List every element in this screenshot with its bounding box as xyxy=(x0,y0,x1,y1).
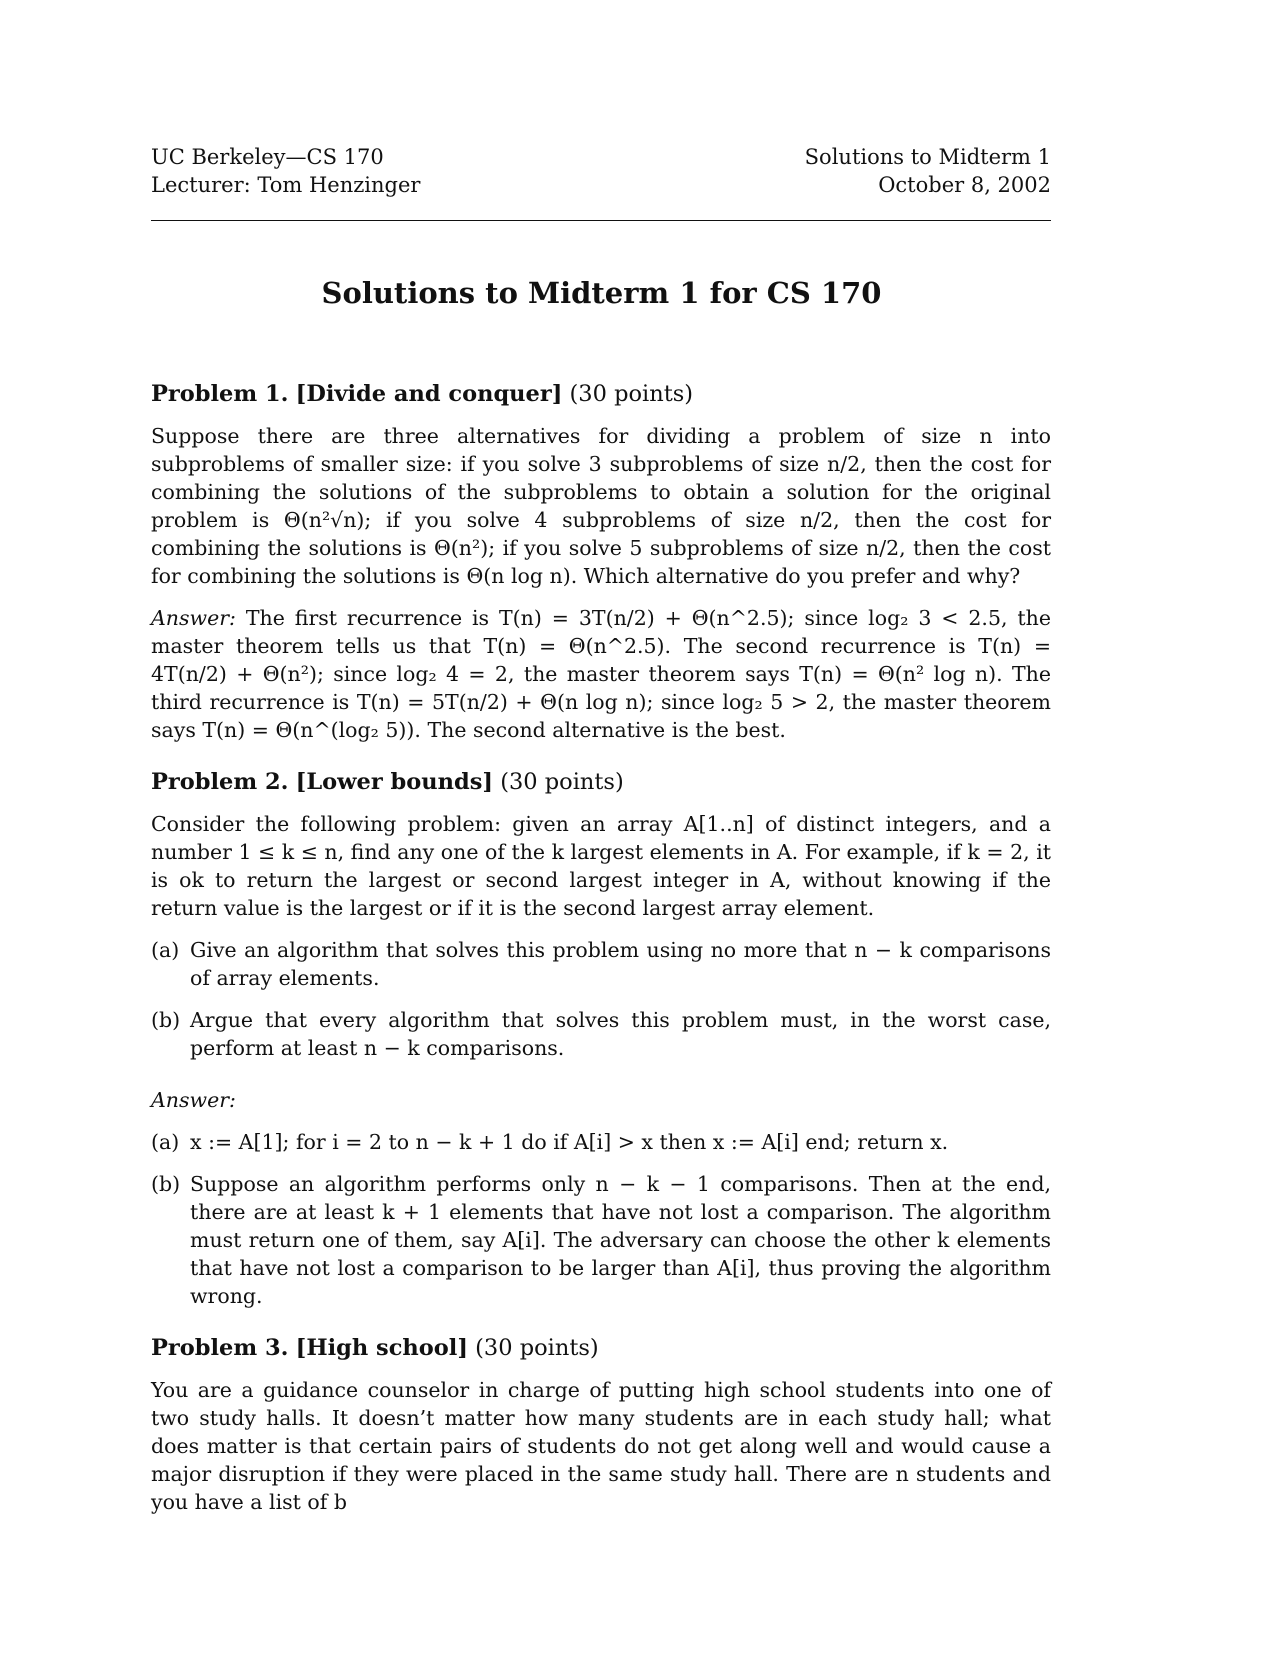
problem-2-statement: Consider the following problem: given an array A[1..n] of distinct integers, and a number 1 ≤ k ≤ n, find any one of the k largest elements in A. For example, if k = 2, it is ok to return the largest or second largest integer in A, without knowing if the return value is the largest or if it is the second largest array element. xyxy=(151,812,1051,920)
problem-2-heading xyxy=(151,768,1051,796)
answer-label: (b) xyxy=(151,1172,181,1196)
problem-2-answer-label: Answer: xyxy=(151,1088,236,1112)
problem-1-answer-label: Answer: xyxy=(151,606,236,630)
problem-1-topic: [Divide and conquer] xyxy=(295,381,563,407)
problem-2-number: Problem 2. xyxy=(151,769,289,795)
problem-2-points: (30 points) xyxy=(500,769,624,795)
problem-3-heading xyxy=(151,1334,1051,1362)
problem-2-part-a xyxy=(151,936,1051,992)
header-date: October 8, 2002 xyxy=(878,173,1051,197)
problem-1-answer xyxy=(151,604,1051,744)
part-label: (a) xyxy=(151,938,180,962)
problem-3-number: Problem 3. xyxy=(151,1335,289,1361)
part-text: Argue that every algorithm that solves this problem must, in the worst case, perform at least n − k comparisons. xyxy=(190,1008,1051,1060)
problem-2-parts xyxy=(151,936,1051,1062)
page-title: Solutions to Midterm 1 for CS 170 xyxy=(321,276,882,310)
problem-2-answers xyxy=(151,1128,1051,1310)
answer-label: (a) xyxy=(151,1130,180,1154)
problem-2-answer-b xyxy=(151,1170,1051,1310)
part-text: Give an algorithm that solves this problem using no more that n − k comparisons of array elements. xyxy=(190,938,1051,990)
header-right xyxy=(805,143,1051,199)
header-left xyxy=(151,143,420,199)
course-name: UC Berkeley—CS 170 xyxy=(151,145,384,169)
problem-1-number: Problem 1. xyxy=(151,381,289,407)
problem-3-topic: [High school] xyxy=(295,1335,468,1361)
problem-2-answer-a xyxy=(151,1128,1051,1156)
lecturer-name: Lecturer: Tom Henzinger xyxy=(151,173,421,197)
answer-text: Suppose an algorithm performs only n − k − 1 comparisons. Then at the end, there are at least k + 1 elements that have not lost a comparison. The algorithm must return one of them, say A[i]. The adversary can choose the other k elements that have not lost a comparison to be larger than A[i], thus proving the algorithm wrong. xyxy=(190,1172,1051,1308)
answer-text: x := A[1]; for i = 2 to n − k + 1 do if A[i] > x then x := A[i] end; return x. xyxy=(190,1130,949,1154)
problem-1-answer-text: The first recurrence is T(n) = 3T(n/2) + Θ(n^2.5); since log₂ 3 < 2.5, the master theorem tells us that T(n) = Θ(n^2.5). The second recurrence is T(n) = 4T(n/2) + Θ(n²); since log₂ 4 = 2, the master theorem says T(n) = Θ(n² log n). The third recurrence is T(n) = 5T(n/2) + Θ(n log n); since log₂ 5 > 2, the master theorem says T(n) = Θ(n^(log₂ 5)). The second alternative is the best. xyxy=(151,606,1051,742)
problem-1-points: (30 points) xyxy=(569,381,694,407)
header-divider xyxy=(151,220,1051,221)
problem-2-topic: [Lower bounds] xyxy=(295,769,494,795)
header-doc-title: Solutions to Midterm 1 xyxy=(804,145,1051,169)
problem-2-answer-label-row xyxy=(151,1086,1051,1114)
problem-3-statement: You are a guidance counselor in charge of putting high school students into one of two study halls. It doesn’t matter how many students are in each study hall; what does matter is that certain pairs of students do not get along well and would cause a major disruption if they were placed in the same study hall. There are n students and you have a list of b xyxy=(151,1378,1051,1514)
problem-2-part-b xyxy=(151,1006,1051,1062)
document-body xyxy=(151,380,1051,1530)
problem-1-heading xyxy=(151,380,1051,408)
problem-1-statement: Suppose there are three alternatives for dividing a problem of size n into subproblems of smaller size: if you solve 3 subproblems of size n/2, then the cost for combining the solutions of the subproblems to obtain a solution for the original problem is Θ(n²√n); if you solve 4 subproblems of size n/2, then the cost for combining the solutions is Θ(n²); if you solve 5 subproblems of size n/2, then the cost for combining the solutions is Θ(n log n). Which alternative do you prefer and why? xyxy=(151,424,1051,588)
problem-3-points: (30 points) xyxy=(475,1335,599,1361)
part-label: (b) xyxy=(151,1008,181,1032)
page-header xyxy=(151,143,1051,223)
